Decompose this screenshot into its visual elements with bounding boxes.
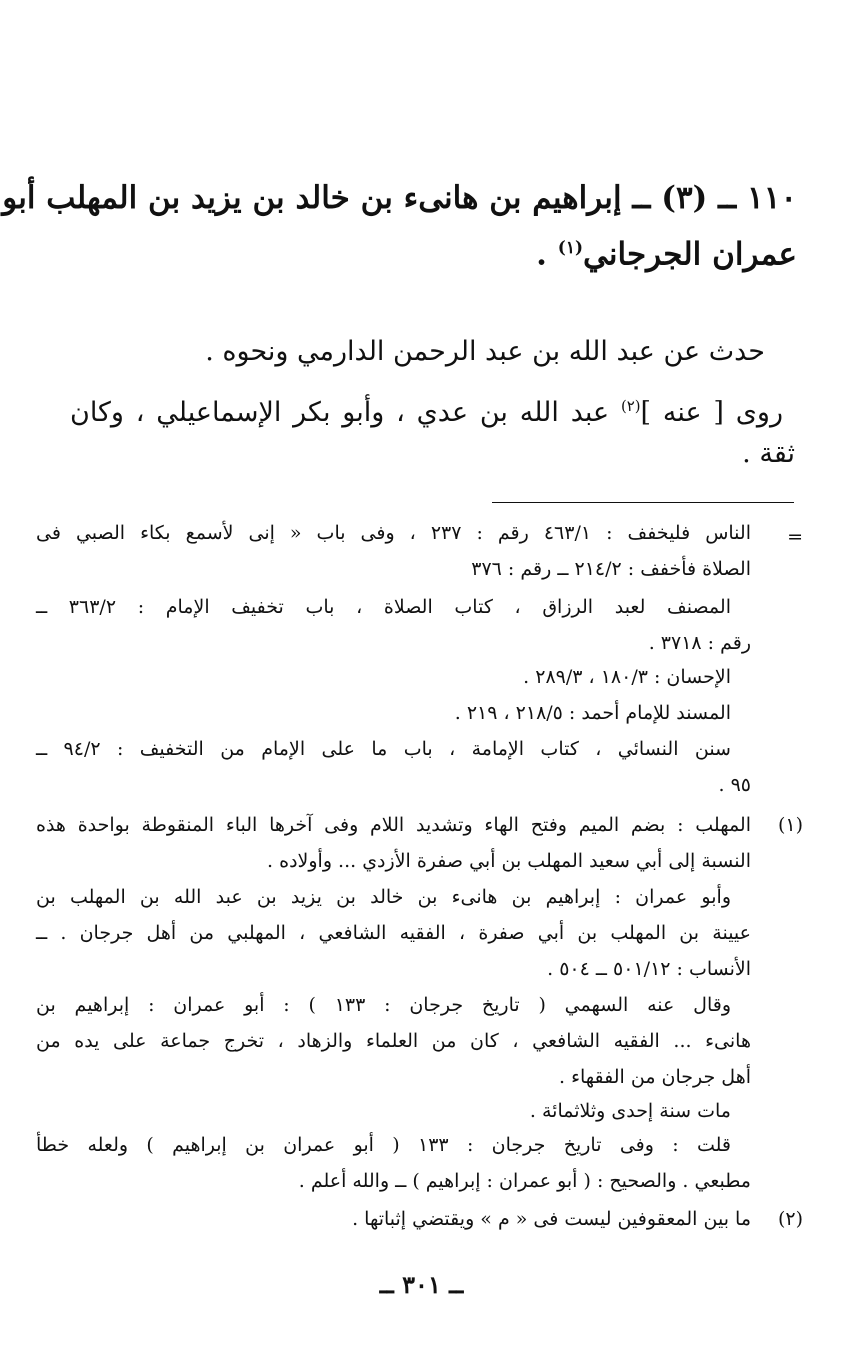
footnote-ref-2: (٢) bbox=[620, 397, 641, 415]
footnote-line: المسند للإمام أحمد : ٢١٨/٥ ، ٢١٩ . bbox=[454, 702, 731, 724]
footnote-line: وأبو عمران : إبراهيم بن هانىء بن خالد بن يزيد بن عبد الله بن المهلب بن bbox=[36, 886, 731, 908]
body-line-3: ثقة . bbox=[742, 438, 795, 469]
footnote-line: أهل جرجان من الفقهاء . bbox=[558, 1066, 751, 1088]
footnote-line: الأنساب : ٥٠١/١٢ ــ ٥٠٤ . bbox=[547, 958, 751, 980]
footnote-line: سنن النسائي ، كتاب الإمامة ، باب ما على الإمام من التخفيف : ٩٤/٢ ــ bbox=[36, 738, 731, 760]
footnote-line: الناس فليخفف : ٤٦٣/١ رقم : ٢٣٧ ، وفى باب « إنى لأسمع بكاء الصبي فى bbox=[36, 522, 751, 544]
footnote-line: عيينة بن المهلب بن أبي صفرة ، الفقيه الشافعي ، المهلبي من أهل جرجان . ــ bbox=[36, 922, 751, 944]
heading-end: . bbox=[536, 236, 558, 273]
footnote-separator bbox=[492, 502, 794, 503]
footnote-line: المصنف لعبد الرزاق ، كتاب الصلاة ، باب تخفيف الإمام : ٣٦٣/٢ ــ bbox=[36, 596, 731, 618]
heading-line-1: ١١٠ ــ (٣) ــ إبراهيم بن هانىء بن خالد بن يزيد بن المهلب أبو bbox=[2, 180, 797, 216]
footnote-line: النسبة إلى أبي سعيد المهلب بن أبي صفرة الأزدي ... وأولاده . bbox=[267, 850, 751, 872]
body-line-2-start: روى [ عنه ] bbox=[640, 397, 783, 428]
footnote-line: ما بين المعقوفين ليست فى « م » ويقتضي إثباتها . bbox=[352, 1208, 751, 1230]
footnote-line: هانىء ... الفقيه الشافعي ، كان من العلماء والزهاد ، تخرج جماعة على يده من bbox=[36, 1030, 751, 1052]
footnote-line: رقم : ٣٧١٨ . bbox=[648, 632, 751, 654]
footnote-marker-2: (٢) bbox=[777, 1208, 803, 1230]
continuation-marker: = bbox=[787, 526, 803, 548]
heading-name: عمران الجرجاني bbox=[583, 236, 797, 273]
body-line-2-end: عبد الله بن عدي ، وأبو بكر الإسماعيلي ، وكان bbox=[70, 397, 621, 428]
footnote-line: قلت : وفى تاريخ جرجان : ١٣٣ ( أبو عمران بن إبراهيم ) ولعله خطأ bbox=[36, 1134, 731, 1156]
footnote-line: الصلاة فأخفف : ٢١٤/٢ ــ رقم : ٣٧٦ bbox=[471, 558, 751, 580]
footnote-line: ٩٥ . bbox=[718, 774, 751, 796]
footnote-line: وقال عنه السهمي ( تاريخ جرجان : ١٣٣ ) : أبو عمران : إبراهيم بن bbox=[36, 994, 731, 1016]
body-line-1: حدث عن عبد الله بن عبد الرحمن الدارمي ونحوه . bbox=[205, 336, 765, 367]
footnote-line: مطبعي . والصحيح : ( أبو عمران : إبراهيم ) ــ والله أعلم . bbox=[298, 1170, 751, 1192]
footnote-line: مات سنة إحدى وثلاثمائة . bbox=[529, 1100, 731, 1122]
footnote-line: الإحسان : ١٨٠/٣ ، ٢٨٩/٣ . bbox=[523, 666, 731, 688]
footnote-ref-1: (١) bbox=[557, 238, 584, 258]
page-number: ــ ٣٠١ ــ bbox=[379, 1270, 464, 1299]
footnote-line: المهلب : بضم الميم وفتح الهاء وتشديد اللام وفى آخرها الباء المنقوطة بواحدة هذه bbox=[36, 814, 751, 836]
heading-line-2 bbox=[260, 226, 797, 276]
body-line-2 bbox=[70, 386, 783, 433]
footnote-marker-1: (١) bbox=[777, 814, 803, 836]
